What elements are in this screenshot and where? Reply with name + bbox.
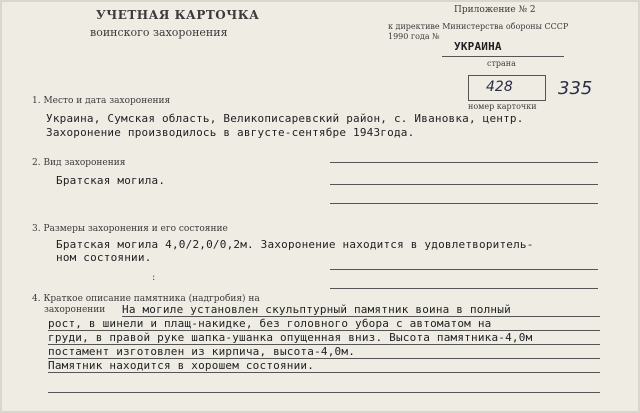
rule-s2-a bbox=[330, 162, 598, 163]
rule-s4-a bbox=[122, 316, 600, 317]
card-subtitle: воинского захоронения bbox=[90, 26, 228, 39]
rule-s4-d bbox=[48, 358, 600, 359]
country-value: УКРАИНА bbox=[454, 40, 502, 53]
section4-line3: груди, в правой руке шапка-ушанка опущенная вниз. Высота памятника-4,0м bbox=[48, 331, 533, 344]
section1-date: Захоронение производилось в августе-сентябре 1943года. bbox=[46, 126, 415, 139]
burial-record-card bbox=[2, 2, 638, 411]
rule-s4-c bbox=[48, 344, 600, 345]
rule-s3-b bbox=[330, 288, 598, 289]
section4-line2: рост, в шинели и плащ-накидке, без головного убора с автоматом на bbox=[48, 317, 492, 330]
section3-label: 3. Размеры захоронения и его состояние bbox=[32, 224, 228, 234]
card-number-caption: номер карточки bbox=[468, 102, 537, 111]
card-number-stamp: 428 bbox=[486, 79, 513, 95]
section3-state: ном состоянии. bbox=[56, 251, 152, 264]
section4-line5: Памятник находится в хорошем состоянии. bbox=[48, 359, 315, 372]
rule-s4-e bbox=[48, 372, 600, 373]
country-underline bbox=[442, 56, 564, 57]
section4-line4: постамент изготовлен из кирпича, высота-4,0м. bbox=[48, 345, 356, 358]
rule-s3-a bbox=[330, 269, 598, 270]
appendix-label: Приложение № 2 bbox=[454, 5, 536, 15]
section4-label: 4. Краткое описание памятника (надгробия) на bbox=[32, 294, 260, 304]
section2-label: 2. Вид захоронения bbox=[32, 158, 126, 168]
rule-s2-b bbox=[330, 184, 598, 185]
section3-size: Братская могила 4,0/2,0/0,2м. Захоронение находится в удовлетворитель- bbox=[56, 238, 534, 251]
section4-line1: На могиле установлен скульптурный памятник воина в полный bbox=[122, 303, 511, 316]
section1-label: 1. Место и дата захоронения bbox=[32, 96, 171, 106]
country-caption: страна bbox=[487, 59, 516, 68]
section4-label-cont: захоронении bbox=[44, 305, 106, 315]
card-title: УЧЕТНАЯ КАРТОЧКА bbox=[96, 8, 260, 22]
rule-s4-f bbox=[48, 392, 600, 393]
rule-s2-c bbox=[330, 203, 598, 204]
card-number-handwritten: 335 bbox=[558, 78, 593, 99]
stray-mark: : bbox=[152, 272, 156, 283]
rule-s4-b bbox=[48, 330, 600, 331]
section2-type: Братская могила. bbox=[56, 174, 166, 187]
section1-place: Украина, Сумская область, Великописаревский район, с. Ивановка, центр. bbox=[46, 112, 524, 125]
directive-line1: к директиве Министерства обороны СССР bbox=[388, 22, 569, 31]
directive-line2: 1990 года № bbox=[388, 32, 440, 41]
